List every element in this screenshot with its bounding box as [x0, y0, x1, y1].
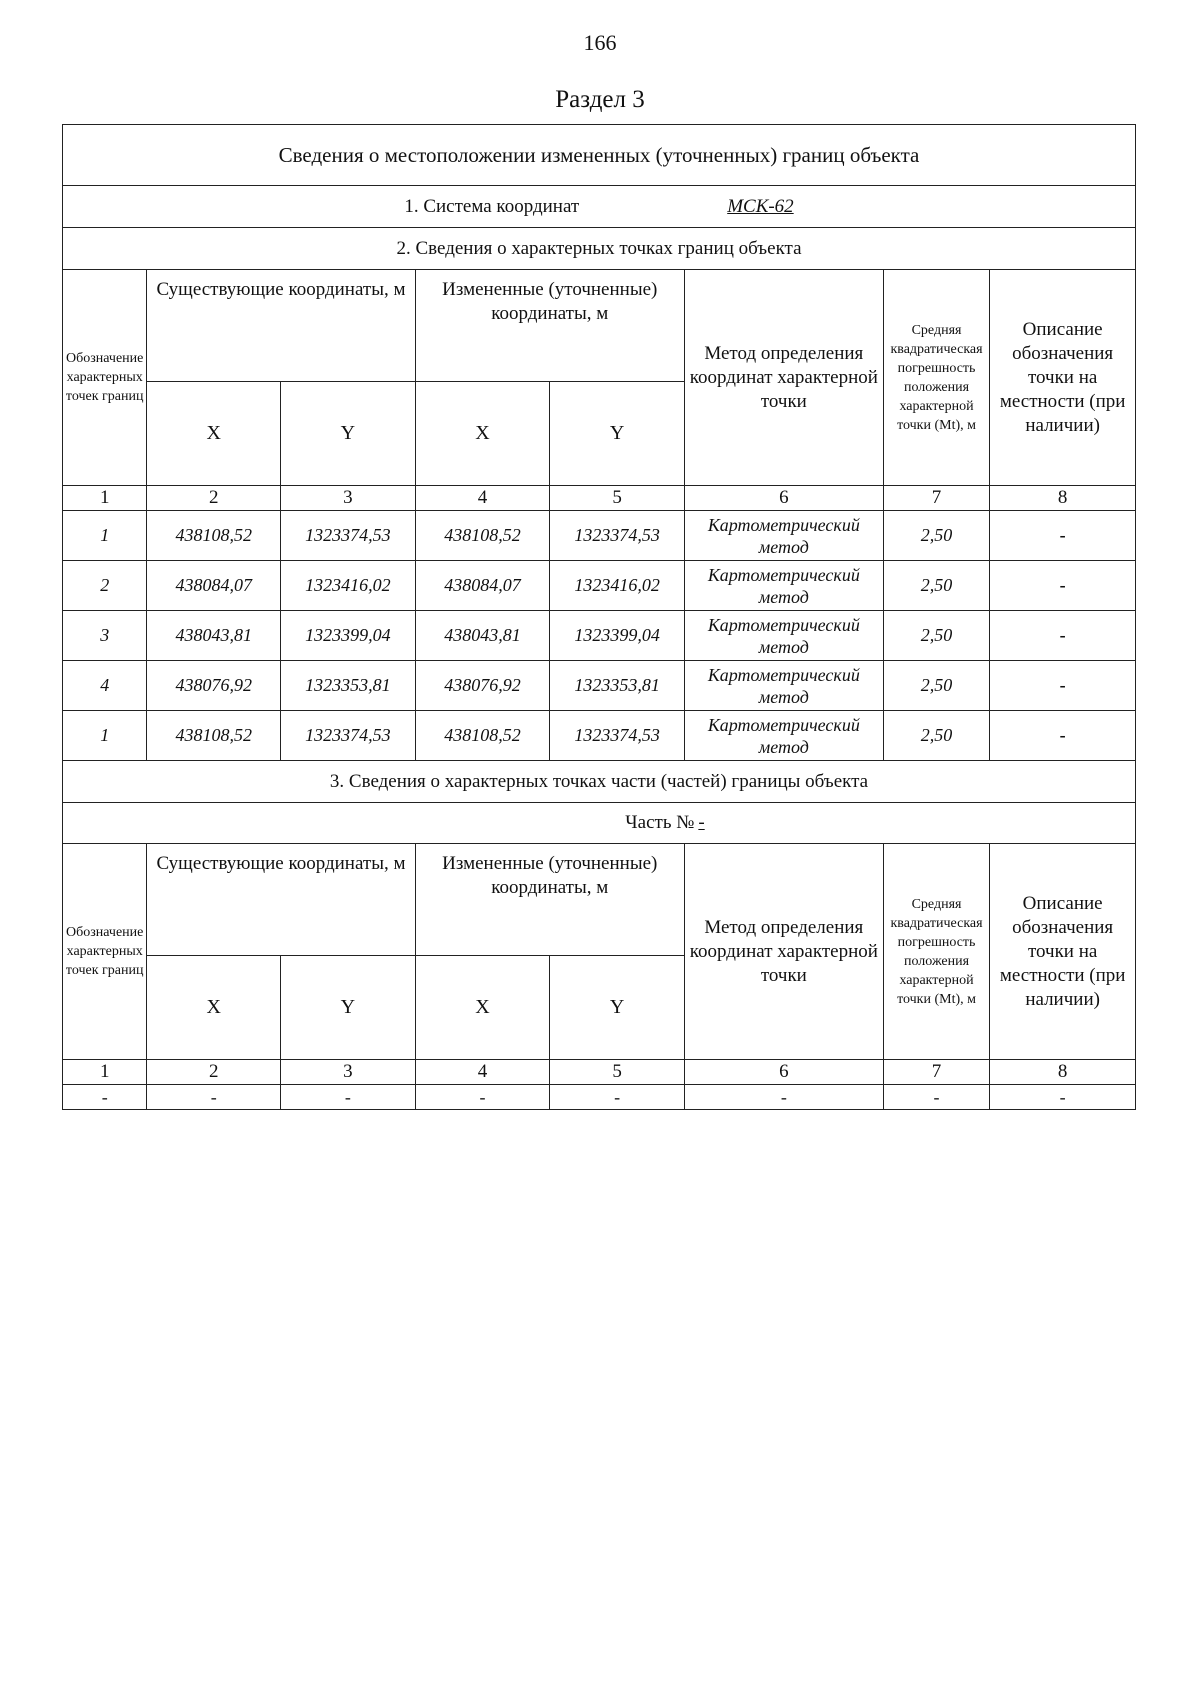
col-number: 3: [281, 486, 416, 511]
col-number: 4: [415, 1060, 550, 1085]
x-changed: 438043,81: [415, 611, 550, 661]
col-number: 7: [883, 486, 989, 511]
method-line2: метод: [758, 686, 809, 707]
header-changed-coords: Измененные (уточненные) координаты, м: [415, 844, 684, 956]
point-id: 3: [63, 611, 147, 661]
header-method: Метод определения координат характерной точки: [684, 270, 883, 486]
description-value: -: [990, 611, 1136, 661]
point-id: 1: [63, 511, 147, 561]
header-y-changed: Y: [550, 956, 685, 1060]
x-existing: 438043,81: [147, 611, 281, 661]
header-method: Метод определения координат характерной точки: [684, 844, 883, 1060]
page-number: 166: [583, 30, 617, 55]
col-number: 7: [883, 1060, 989, 1085]
col-number: 8: [990, 486, 1136, 511]
description-value: -: [990, 711, 1136, 761]
col-number: 2: [147, 486, 281, 511]
coordinate-system-row: [63, 186, 1136, 228]
table-row: [63, 611, 1136, 661]
col-number: 6: [684, 1060, 883, 1085]
header-x-changed: X: [415, 956, 550, 1060]
point-id: 2: [63, 561, 147, 611]
col-number: 8: [990, 1060, 1136, 1085]
description-value: -: [990, 561, 1136, 611]
part-cell: -: [281, 1085, 416, 1110]
section-title: Раздел 3: [555, 86, 645, 113]
part-row: [63, 803, 1136, 844]
col-number: 5: [550, 486, 685, 511]
x-existing: 438076,92: [147, 661, 281, 711]
mt-value: 2,50: [883, 561, 989, 611]
header-changed-coords: Измененные (уточненные) координаты, м: [415, 270, 684, 382]
y-existing: 1323353,81: [281, 661, 416, 711]
description-value: -: [990, 661, 1136, 711]
method-cell: [684, 561, 883, 611]
table-row: [63, 561, 1136, 611]
boundary-table: [62, 124, 1136, 1110]
column-numbers-row: [63, 486, 1136, 511]
mt-value: 2,50: [883, 611, 989, 661]
method-line1: Картометрический: [707, 514, 860, 535]
y-existing: 1323374,53: [281, 711, 416, 761]
table-title: Сведения о местоположении измененных (уточненных) границ объекта: [63, 125, 1136, 186]
method-line1: Картометрический: [707, 664, 860, 685]
part-cell: -: [147, 1085, 281, 1110]
point-id: 1: [63, 711, 147, 761]
header-x-existing: X: [147, 382, 281, 486]
column-numbers-row: [63, 1060, 1136, 1085]
coordinate-system-value: МСК-62: [727, 195, 794, 217]
col-number: 1: [63, 486, 147, 511]
x-existing: 438108,52: [147, 711, 281, 761]
section2-label: 2. Сведения о характерных точках границ объекта: [63, 228, 1136, 270]
method-line2: метод: [758, 636, 809, 657]
x-existing: 438084,07: [147, 561, 281, 611]
part-value: -: [698, 812, 705, 833]
method-line1: Картометрический: [707, 564, 860, 585]
header-rms-error: Средняя квадратическая погрешность положения характерной точки (Mt), м: [883, 270, 989, 486]
method-line2: метод: [758, 586, 809, 607]
part-cell: -: [63, 1085, 147, 1110]
table-row: [63, 711, 1136, 761]
y-changed: 1323353,81: [550, 661, 685, 711]
header-rms-error: Средняя квадратическая погрешность положения характерной точки (Mt), м: [883, 844, 989, 1060]
mt-value: 2,50: [883, 661, 989, 711]
header-y-changed: Y: [550, 382, 685, 486]
part-cell: -: [415, 1085, 550, 1110]
header-point-designation: Обозначение характерных точек границ: [63, 270, 147, 486]
header-x-existing: X: [147, 956, 281, 1060]
x-existing: 438108,52: [147, 511, 281, 561]
part-label: Часть №: [625, 812, 695, 833]
part-cell: -: [550, 1085, 685, 1110]
part-cell: -: [990, 1085, 1136, 1110]
y-existing: 1323374,53: [281, 511, 416, 561]
y-changed: 1323416,02: [550, 561, 685, 611]
part-cell: -: [684, 1085, 883, 1110]
description-value: -: [990, 511, 1136, 561]
header-description: Описание обозначения точки на местности (при наличии): [990, 270, 1136, 486]
header-existing-coords: Существующие координаты, м: [147, 270, 415, 382]
method-cell: [684, 711, 883, 761]
method-line1: Картометрический: [707, 714, 860, 735]
y-existing: 1323416,02: [281, 561, 416, 611]
x-changed: 438076,92: [415, 661, 550, 711]
col-number: 2: [147, 1060, 281, 1085]
table-row: [63, 511, 1136, 561]
header-existing-coords: Существующие координаты, м: [147, 844, 415, 956]
section3-label: 3. Сведения о характерных точках части (частей) границы объекта: [63, 761, 1136, 803]
col-number: 5: [550, 1060, 685, 1085]
y-existing: 1323399,04: [281, 611, 416, 661]
col-number: 1: [63, 1060, 147, 1085]
method-cell: [684, 511, 883, 561]
x-changed: 438108,52: [415, 511, 550, 561]
y-changed: 1323374,53: [550, 711, 685, 761]
table-row: [63, 1085, 1136, 1110]
mt-value: 2,50: [883, 711, 989, 761]
header-point-designation: Обозначение характерных точек границ: [63, 844, 147, 1060]
col-number: 4: [415, 486, 550, 511]
col-number: 3: [281, 1060, 416, 1085]
method-line1: Картометрический: [707, 614, 860, 635]
y-changed: 1323374,53: [550, 511, 685, 561]
header-y-existing: Y: [281, 956, 416, 1060]
method-line2: метод: [758, 536, 809, 557]
x-changed: 438108,52: [415, 711, 550, 761]
coordinate-system-label: 1. Система координат: [404, 195, 580, 217]
y-changed: 1323399,04: [550, 611, 685, 661]
point-id: 4: [63, 661, 147, 711]
mt-value: 2,50: [883, 511, 989, 561]
method-line2: метод: [758, 736, 809, 757]
col-number: 6: [684, 486, 883, 511]
header-y-existing: Y: [281, 382, 416, 486]
table-row: [63, 661, 1136, 711]
method-cell: [684, 661, 883, 711]
header-description: Описание обозначения точки на местности (при наличии): [990, 844, 1136, 1060]
method-cell: [684, 611, 883, 661]
part-cell: -: [883, 1085, 989, 1110]
x-changed: 438084,07: [415, 561, 550, 611]
header-x-changed: X: [415, 382, 550, 486]
